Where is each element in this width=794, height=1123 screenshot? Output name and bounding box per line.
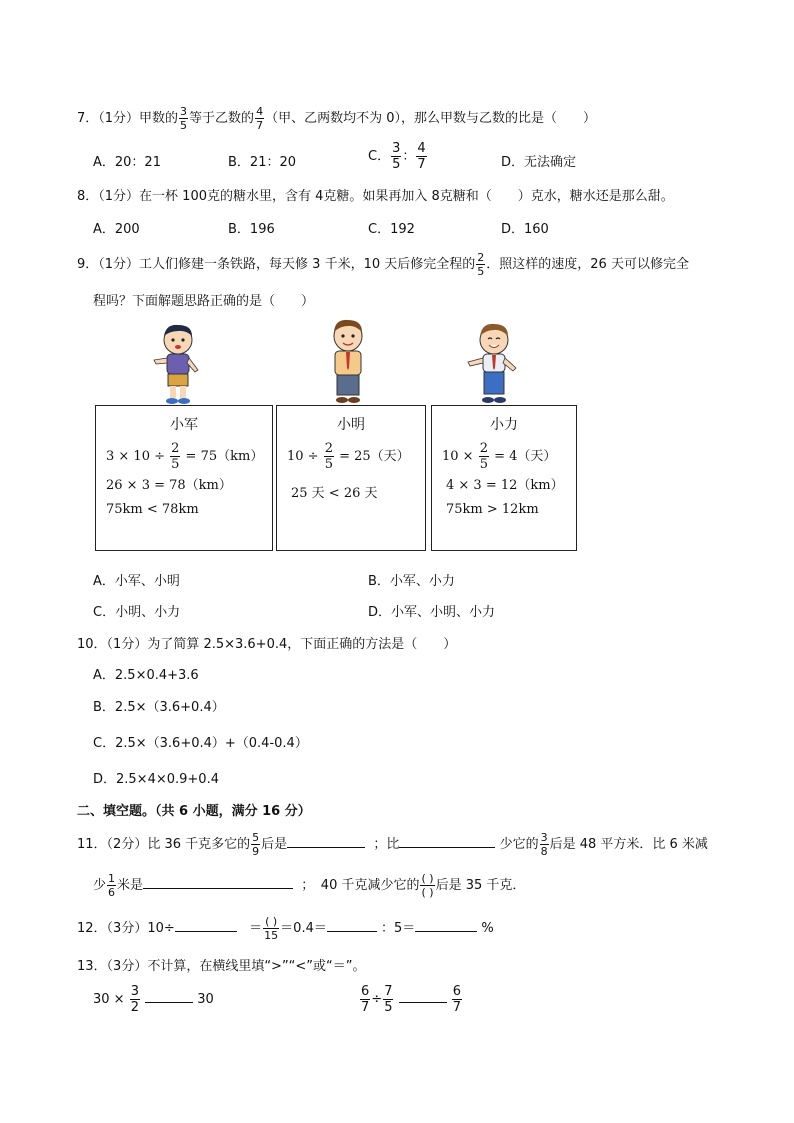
solution-box-title: 小明 [337, 417, 365, 433]
q9-option-c: C．小明、小力 [93, 605, 181, 620]
expr-part: 30 [197, 992, 214, 1007]
denominator: 9 [252, 845, 260, 858]
solution-line: 75km < 78km [106, 502, 199, 517]
fraction [391, 142, 401, 171]
fraction [360, 985, 370, 1014]
q11-text: 少它的 [499, 837, 539, 852]
denominator: 7 [452, 1000, 462, 1015]
denominator: 7 [361, 1000, 370, 1015]
expr-part: = 75（km） [181, 449, 264, 464]
solution-line: 26 × 3 = 78（km） [106, 478, 232, 493]
boy-xiaojun-illustration [150, 322, 206, 406]
numerator: 7 [384, 984, 393, 999]
q7-stem-part: （甲、乙两数均不为 0），那么甲数与乙数的比是（ ） [265, 111, 596, 126]
numerator: 4 [256, 105, 264, 118]
fraction [107, 873, 116, 898]
denominator: 5 [479, 457, 488, 472]
expr-part: 10 × [442, 449, 478, 464]
fraction [540, 832, 549, 857]
q13-expression-1 [93, 985, 214, 1014]
q12-text: 12．（3分）10÷ [77, 921, 175, 936]
q7-option-c [368, 142, 428, 171]
q7-stem-part: 7．（1分）甲数的 [77, 111, 179, 126]
fraction [383, 985, 393, 1014]
fraction [251, 832, 260, 857]
q7-stem [77, 106, 596, 131]
numerator: 2 [479, 441, 488, 456]
solution-box-xiaoli [431, 405, 577, 551]
numerator[interactable]: ( ) [421, 872, 434, 885]
solution-line [106, 442, 263, 471]
fraction [452, 985, 462, 1014]
q9-stem [77, 252, 689, 277]
q11-text: 后是 [261, 837, 288, 852]
numerator: 6 [452, 984, 462, 999]
denominator[interactable]: ( ) [421, 886, 434, 899]
numerator: 5 [252, 831, 260, 844]
q9-option-b: B．小军、小力 [368, 574, 455, 589]
q11-text: 11．（2分）比 36 千克多它的 [77, 837, 251, 852]
solution-box-xiaojun [95, 405, 273, 551]
denominator: 7 [256, 119, 264, 132]
denominator: 7 [417, 157, 426, 172]
expr-part: 10 ÷ [287, 449, 323, 464]
fraction [416, 142, 426, 171]
numerator: 2 [171, 441, 180, 456]
fraction [179, 106, 188, 131]
denominator: 5 [324, 457, 333, 472]
q9-option-d: D．小军、小明、小力 [368, 605, 496, 620]
denominator: 5 [392, 157, 401, 172]
expr-part: = 4（天） [489, 449, 557, 464]
fraction [255, 106, 264, 131]
section-heading: 二、填空题。（共 6 小题，满分 16 分） [77, 804, 311, 819]
q11-text: 后是 48 平方米．比 6 米减 [549, 837, 708, 852]
fraction [263, 916, 279, 941]
colon: ： [402, 149, 416, 164]
solution-box-title: 小军 [170, 417, 198, 433]
q8-option-d: D．160 [501, 222, 549, 237]
answer-blank[interactable] [175, 919, 237, 932]
numerator: 3 [392, 141, 401, 156]
q9-option-a: A．小军、小明 [93, 574, 180, 589]
fraction [479, 442, 489, 471]
denominator: 5 [384, 1000, 393, 1015]
q8-stem: 8．（1分）在一杯 100克的糖水里，含有 4克糖。如果再加入 8克糖和（ ）克水，糖水还是那么甜。 [77, 189, 674, 204]
solution-box-title: 小力 [490, 417, 518, 433]
solution-line: 25 天 < 26 天 [291, 486, 378, 501]
fraction [130, 985, 140, 1014]
numerator: 2 [324, 441, 333, 456]
q8-option-a: A．200 [93, 222, 140, 237]
solution-line: 75km > 12km [446, 502, 539, 517]
q7-option-a: A．20：21 [93, 155, 161, 170]
denominator: 8 [540, 845, 548, 858]
q7-option-d: D．无法确定 [501, 155, 577, 170]
numerator: 3 [130, 984, 139, 999]
q9-stem-part: ．照这样的速度，26 天可以修完全 [486, 257, 689, 272]
equals-sign: ＝ [249, 921, 263, 936]
answer-blank[interactable] [415, 919, 477, 932]
denominator: 15 [264, 929, 279, 942]
answer-blank[interactable] [399, 990, 447, 1003]
denominator: 6 [108, 886, 116, 899]
expr-part: = 25（天） [334, 449, 410, 464]
numerator: 2 [477, 251, 485, 264]
fraction [170, 442, 180, 471]
q10-option-a: A．2.5×0.4+3.6 [93, 668, 199, 683]
numerator: 1 [108, 872, 116, 885]
divide-sign: ÷ [371, 992, 383, 1007]
solution-box-xiaoming [276, 405, 426, 551]
answer-blank[interactable] [145, 990, 193, 1003]
fraction [476, 252, 485, 277]
percent-sign: % [481, 921, 494, 936]
fraction [324, 442, 334, 471]
numerator: 4 [417, 141, 426, 156]
expr-part: 30 × [93, 992, 129, 1007]
q11-line1 [77, 832, 708, 857]
boy-xiaoming-illustration [322, 318, 374, 406]
numerator: 3 [180, 105, 188, 118]
q8-option-c: C．192 [368, 222, 415, 237]
solution-line [287, 442, 410, 471]
q9-stem-line2: 程吗？下面解题思路正确的是（ ） [93, 294, 315, 309]
q7-stem-part: 等于乙数的 [189, 111, 255, 126]
boy-xiaoli-illustration [462, 322, 522, 406]
denominator: 5 [477, 265, 485, 278]
q10-option-c: C．2.5×（3.6+0.4）+（0.4-0.4） [93, 736, 308, 751]
expr-part: 3 × 10 ÷ [106, 449, 170, 464]
q12-line [77, 916, 494, 941]
q11-text: 后是 35 千克． [435, 878, 526, 893]
q13-expression-2 [359, 985, 463, 1014]
q12-text: ：5＝ [381, 921, 416, 936]
q11-text: 米是 [117, 878, 144, 893]
q8-option-b: B．196 [228, 222, 275, 237]
q13-stem: 13．（3分）不计算，在横线里填“>”“<”或“＝”。 [77, 959, 366, 974]
answer-blank[interactable] [399, 835, 495, 848]
fraction [420, 873, 434, 898]
denominator: 2 [130, 1000, 139, 1015]
q11-line2 [93, 873, 525, 898]
q10-option-d: D．2.5×4×0.9+0.4 [93, 772, 219, 787]
solution-line: 4 × 3 = 12（km） [446, 478, 564, 493]
q11-text: ； 40 千克减少它的 [301, 878, 420, 893]
option-label: C． [368, 149, 391, 164]
answer-blank[interactable] [327, 919, 377, 932]
denominator: 5 [171, 457, 180, 472]
q10-stem: 10．（1分）为了简算 2.5×3.6+0.4，下面正确的方法是（ ） [77, 637, 457, 652]
q7-option-b: B．21：20 [228, 155, 297, 170]
q10-option-b: B．2.5×（3.6+0.4） [93, 700, 225, 715]
solution-line [442, 442, 556, 471]
answer-blank[interactable] [287, 835, 365, 848]
answer-blank[interactable] [143, 876, 293, 889]
q9-stem-part: 9．（1分）工人们修建一条铁路，每天修 3 千米，10 天后修完全程的 [77, 257, 476, 272]
numerator: 3 [540, 831, 548, 844]
denominator: 5 [180, 119, 188, 132]
numerator[interactable]: ( ) [265, 915, 278, 928]
q11-text: ；比 [373, 837, 400, 852]
q12-text: ＝0.4＝ [280, 921, 327, 936]
q11-text: 少 [93, 878, 107, 893]
numerator: 6 [361, 984, 370, 999]
